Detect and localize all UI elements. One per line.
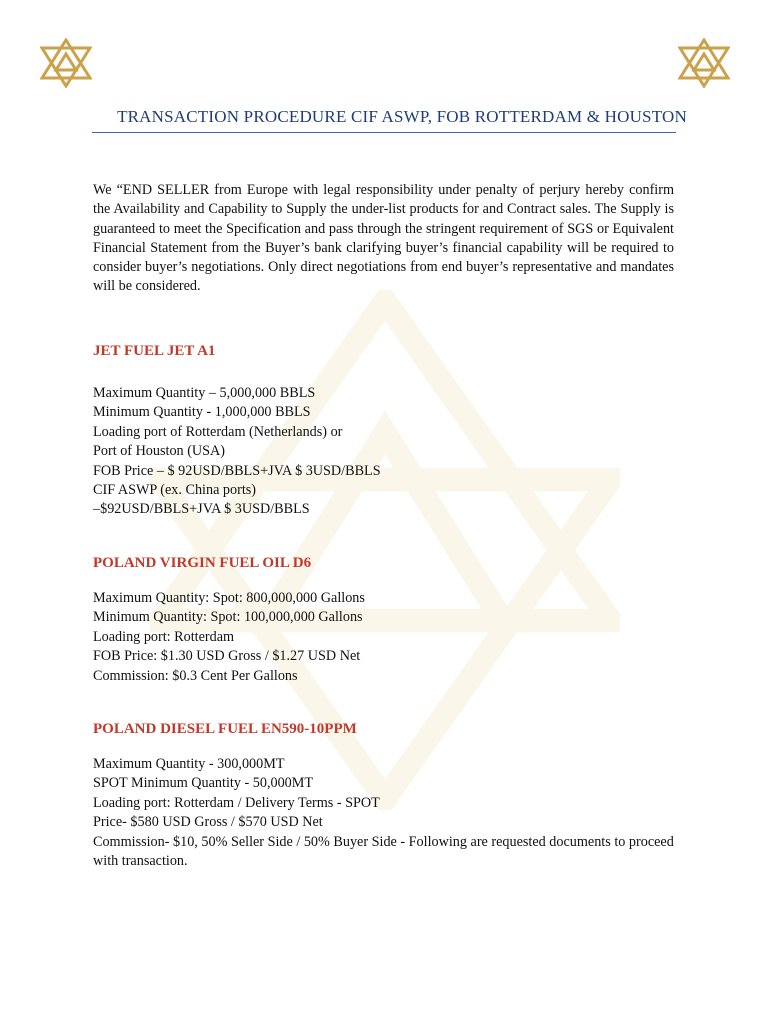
section-heading-fuel-oil-d6: POLAND VIRGIN FUEL OIL D6 [93,555,312,571]
spec-line: Loading port: Rotterdam / Delivery Terms - SPOT [93,794,380,811]
section-lines-fuel-oil-d6 [93,589,678,686]
spec-line: Maximum Quantity – 5,000,000 BBLS [93,385,316,401]
spec-line: Commission: $0.3 Cent Per Gallons [93,667,298,684]
spec-line: Minimum Quantity: Spot: 100,000,000 Gallons [93,609,363,626]
spec-line: –$92USD/BBLS+JVA $ 3USD/BBLS [93,501,310,518]
spec-line: FOB Price – $ 92USD/BBLS+JVA $ 3USD/BBLS [93,462,381,479]
spec-line: FOB Price: $1.30 USD Gross / $1.27 USD Net [93,648,361,665]
triangle-emblem-logo [40,38,92,88]
triangle-emblem-logo [678,38,730,88]
spec-line: Loading port of Rotterdam (Netherlands) or [93,423,343,440]
spec-line: Loading port: Rotterdam [93,628,235,645]
spec-line: Price- $580 USD Gross / $570 USD Net [93,814,323,831]
section-heading-jet-fuel: JET FUEL JET A1 [93,343,216,359]
section-lines-diesel-en590 [93,755,678,871]
spec-line: Commission- $10, 50% Seller Side / 50% Buyer Side - Following are requested documents to proceed with transaction. [93,833,674,870]
section-lines-jet-fuel [93,384,678,520]
document-title: TRANSACTION PROCEDURE CIF ASWP, FOB ROTTERDAM & HOUSTON [117,107,687,126]
spec-line: Maximum Quantity: Spot: 800,000,000 Gallons [93,590,365,606]
spec-line: CIF ASWP (ex. China ports) [93,482,257,499]
spec-line: Port of Houston (USA) [93,443,226,460]
title-divider [92,132,676,133]
intro-paragraph: We “END SELLER from Europe with legal responsibility under penalty of perjury hereby confirm the Availability and Capability to Supply the under-list products for and Contract sales. The Supply is guaranteed to meet the Specification and pass through the stringent requirement of SGS or Equivalent Financial Statement from the Buyer’s bank clarifying buyer’s financial capability will be required to consider buyer’s negotiations. Only direct negotiations from end buyer’s representative and mandates will be considered. [93,182,674,295]
section-heading-diesel-en590: POLAND DIESEL FUEL EN590-10PPM [93,721,357,737]
spec-line: Minimum Quantity - 1,000,000 BBLS [93,404,311,421]
spec-line: Maximum Quantity - 300,000MT [93,756,285,772]
spec-line: SPOT Minimum Quantity - 50,000MT [93,775,314,792]
